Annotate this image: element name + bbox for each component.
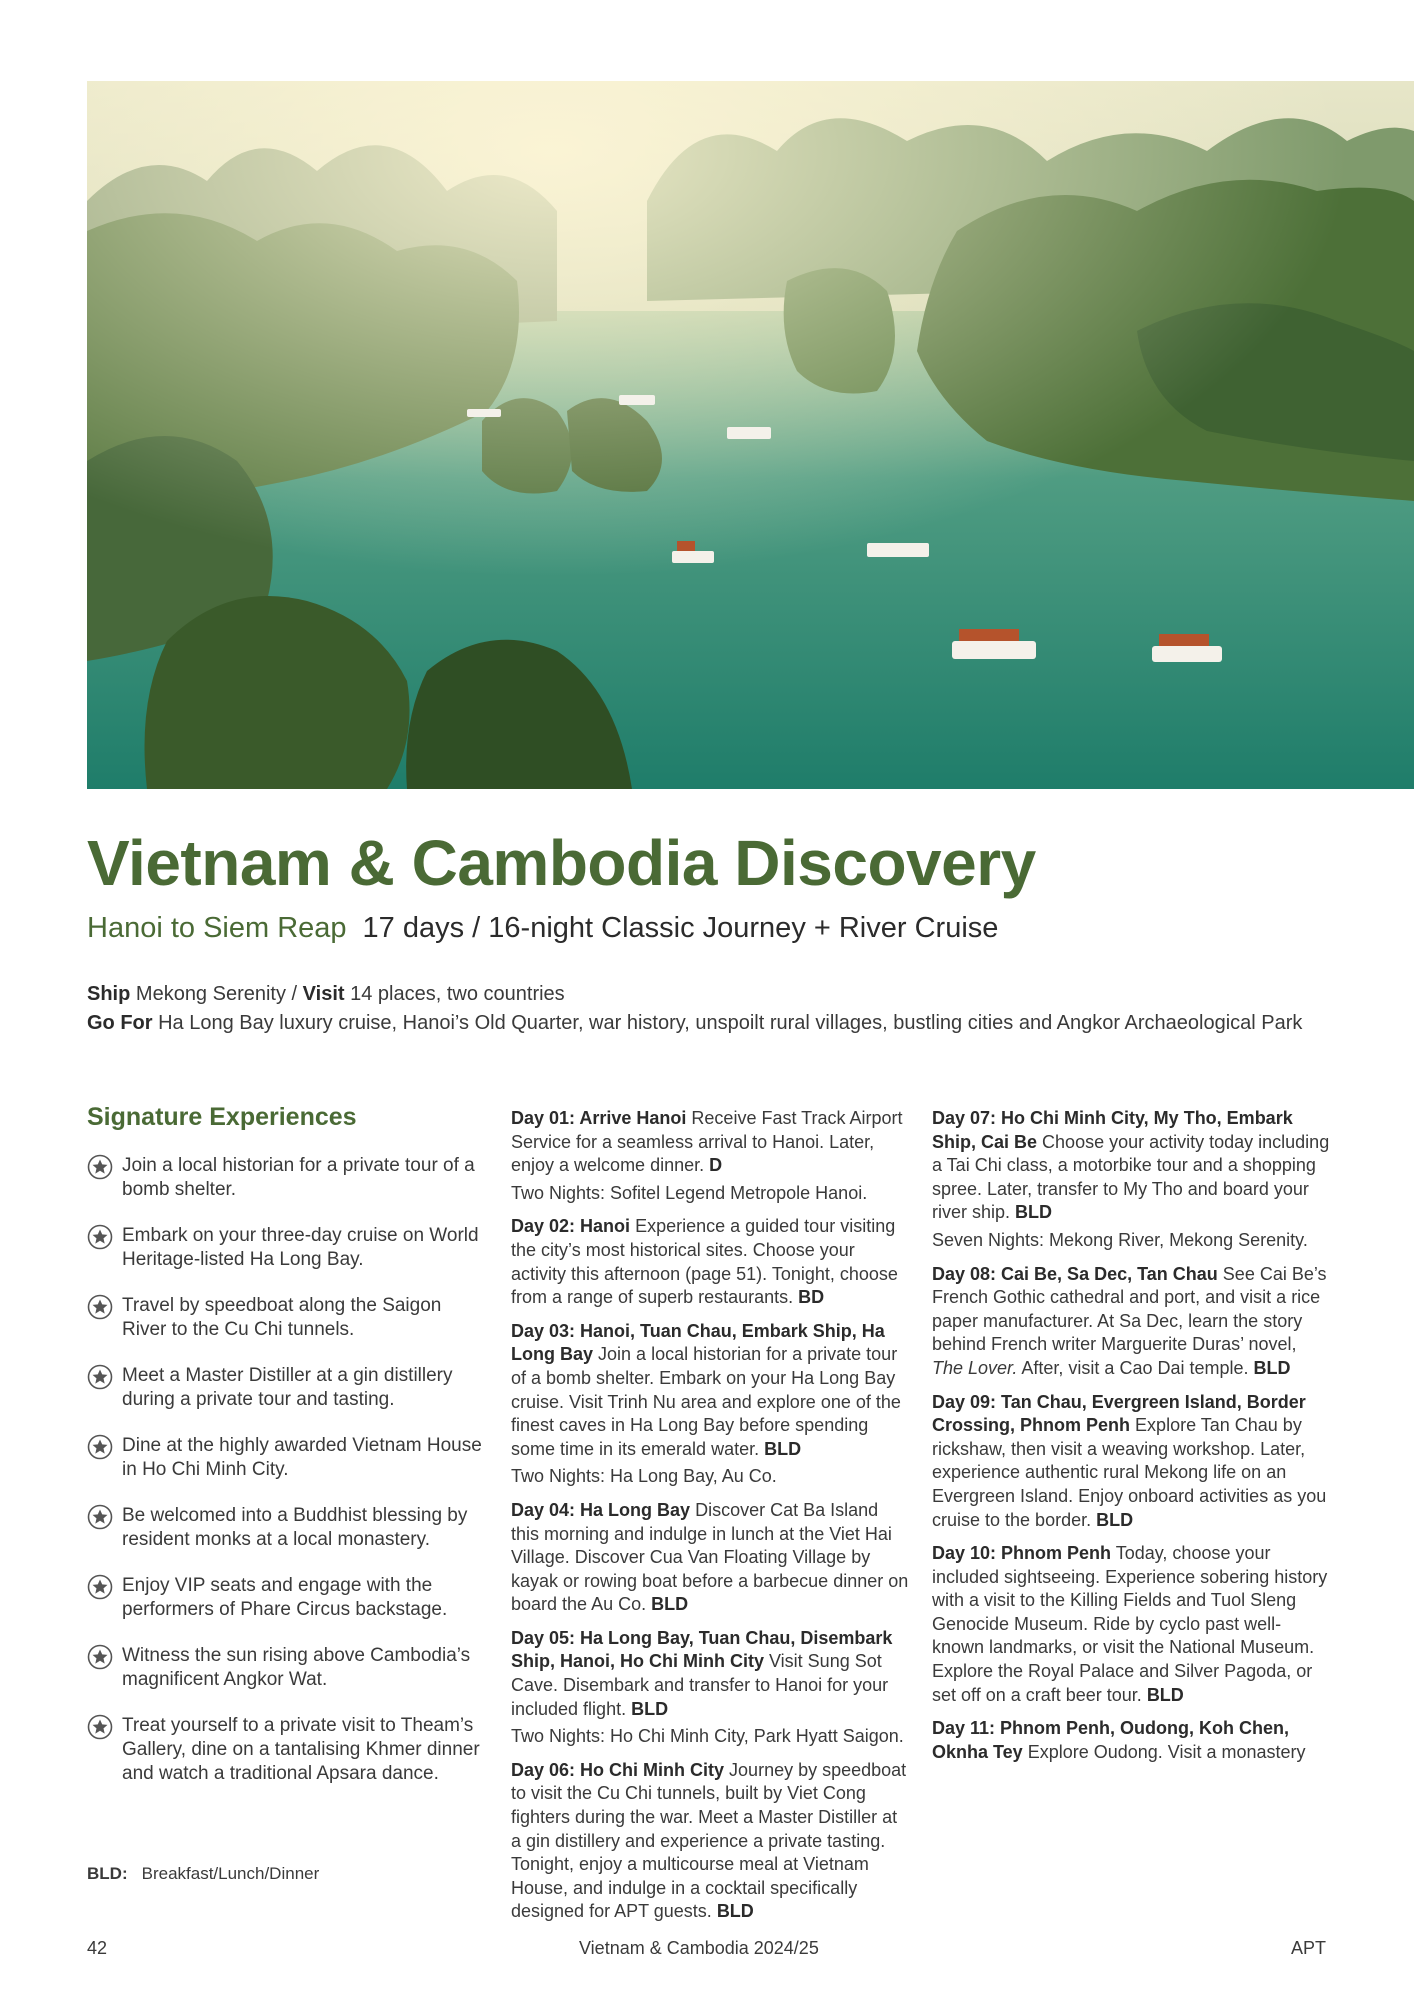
ship-label: Ship	[87, 983, 131, 1005]
star-icon	[87, 1224, 113, 1250]
signature-experiences	[87, 1103, 487, 1784]
itinerary-column-2	[932, 1107, 1332, 1774]
day-01-stay: Two Nights: Sofitel Legend Metropole Hanoi.	[511, 1182, 868, 1203]
day-06: Day 06: Ho Chi Minh City Journey by speedboat to visit the Cu Chi tunnels, built by Viet Cong fighters during the war. Meet a Master Distiller at a gin distillery and experience a private tasting. Tonight, enjoy a multicourse meal at Vietnam House, and indulge in a cocktail specifically designed for APT guests. BLD	[511, 1759, 907, 1922]
ship-visit-line	[87, 980, 1302, 1009]
signature-list	[87, 1154, 487, 1784]
list-item: Treat yourself to a private visit to Theam’s Gallery, dine on a tantalising Khmer dinner and watch a traditional Apsara dance.	[87, 1714, 487, 1784]
day-05-stay: Two Nights: Ho Chi Minh City, Park Hyatt Saigon.	[511, 1726, 904, 1747]
visit-label: Visit	[302, 983, 345, 1005]
brand-name: APT	[1291, 1938, 1327, 1958]
visit-value: 14 places, two countries	[350, 983, 565, 1005]
list-item: Embark on your three-day cruise on World Heritage-listed Ha Long Bay.	[87, 1224, 487, 1294]
hero-image	[87, 81, 1414, 789]
day-01: Day 01: Arrive Hanoi Receive Fast Track Airport Service for a seamless arrival to Hanoi. Later, enjoy a welcome dinner. D	[511, 1108, 903, 1176]
page-title: Vietnam & Cambodia Discovery	[87, 827, 1036, 899]
route: Hanoi to Siem Reap	[87, 912, 347, 944]
list-item: Enjoy VIP seats and engage with the performers of Phare Circus backstage.	[87, 1574, 487, 1644]
list-item: Meet a Master Distiller at a gin distillery during a private tour and tasting.	[87, 1364, 487, 1434]
star-icon	[87, 1644, 113, 1670]
go-for-label: Go For	[87, 1012, 153, 1034]
list-item: Witness the sun rising above Cambodia’s magnificent Angkor Wat.	[87, 1644, 487, 1714]
trip-facts	[87, 980, 1302, 1038]
star-icon	[87, 1434, 113, 1460]
publication-title: Vietnam & Cambodia 2024/25	[579, 1938, 819, 1958]
star-icon	[87, 1154, 113, 1180]
day-07-stay: Seven Nights: Mekong River, Mekong Serenity.	[932, 1229, 1308, 1250]
star-icon	[87, 1294, 113, 1320]
star-icon	[87, 1364, 113, 1390]
day-07: Day 07: Ho Chi Minh City, My Tho, Embark Ship, Cai Be Choose your activity today including a Tai Chi class, a motorbike tour and a shopping spree. Later, transfer to My Tho and board your river ship. BLD	[932, 1108, 1330, 1223]
list-item: Dine at the highly awarded Vietnam House in Ho Chi Minh City.	[87, 1434, 487, 1504]
page-number: 42	[87, 1938, 108, 1958]
day-02: Day 02: Hanoi Experience a guided tour visiting the city’s most historical sites. Choose your activity this afternoon (page 51). Tonight, choose from a range of superb restaurants. BD	[511, 1216, 898, 1308]
meal-legend: BLD: Breakfast/Lunch/Dinner	[87, 1864, 320, 1883]
itinerary-column-1	[511, 1107, 911, 1934]
day-10: Day 10: Phnom Penh Today, choose your included sightseeing. Experience sobering history with a visit to the Killing Fields and Tuol Sleng Genocide Museum. Ride by cyclo past well-known landmarks, or visit the National Museum. Explore the Royal Palace and Silver Pagoda, or set off on a craft beer tour. BLD	[932, 1543, 1328, 1705]
day-11: Day 11: Phnom Penh, Oudong, Koh Chen, Oknha Tey Explore Oudong. Visit a monastery	[932, 1718, 1306, 1762]
star-icon	[87, 1504, 113, 1530]
list-item: Join a local historian for a private tour of a bomb shelter.	[87, 1154, 487, 1224]
day-04: Day 04: Ha Long Bay Discover Cat Ba Island this morning and indulge in lunch at the Viet Hai Village. Discover Cua Van Floating Village by kayak or rowing boat before a barbecue dinner on board the Au Co. BLD	[511, 1499, 909, 1615]
day-08: Day 08: Cai Be, Sa Dec, Tan Chau See Cai Be’s French Gothic cathedral and port, and visit a rice paper manufacturer. At Sa Dec, learn the story behind French writer Marguerite Duras’ novel, The Lover. After, visit a Cao Dai temple. BLD	[932, 1263, 1327, 1378]
day-03: Day 03: Hanoi, Tuan Chau, Embark Ship, Ha Long Bay Join a local historian for a private tour of a bomb shelter. Embark on your Ha Long Bay cruise. Visit Trinh Nu area and explore one of the finest caves in Ha Long Bay before spending some time in its emerald water. BLD	[511, 1320, 901, 1459]
ship-value: Mekong Serenity /	[135, 983, 298, 1005]
day-05: Day 05: Ha Long Bay, Tuan Chau, Disembark Ship, Hanoi, Ho Chi Minh City Visit Sung Sot Cave. Disembark and transfer to Hanoi for your included flight. BLD	[511, 1627, 893, 1719]
star-icon	[87, 1574, 113, 1600]
go-for-value: Ha Long Bay luxury cruise, Hanoi’s Old Quarter, war history, unspoilt rural villages, bustling cities and Angkor Archaeological Park	[158, 1012, 1303, 1034]
go-for-line	[87, 1009, 1302, 1038]
list-item: Travel by speedboat along the Saigon River to the Cu Chi tunnels.	[87, 1294, 487, 1364]
list-item: Be welcomed into a Buddhist blessing by resident monks at a local monastery.	[87, 1504, 487, 1574]
subtitle	[87, 912, 998, 945]
duration: 17 days / 16-night Classic Journey + River Cruise	[362, 912, 999, 944]
signature-title: Signature Experiences	[87, 1103, 357, 1131]
star-icon	[87, 1714, 113, 1740]
day-09: Day 09: Tan Chau, Evergreen Island, Border Crossing, Phnom Penh Explore Tan Chau by rickshaw, then visit a weaving workshop. Later, experience authentic rural Mekong life on an Evergreen Island. Enjoy onboard activities as you cruise to the border. BLD	[932, 1391, 1327, 1530]
day-03-stay: Two Nights: Ha Long Bay, Au Co.	[511, 1466, 777, 1487]
